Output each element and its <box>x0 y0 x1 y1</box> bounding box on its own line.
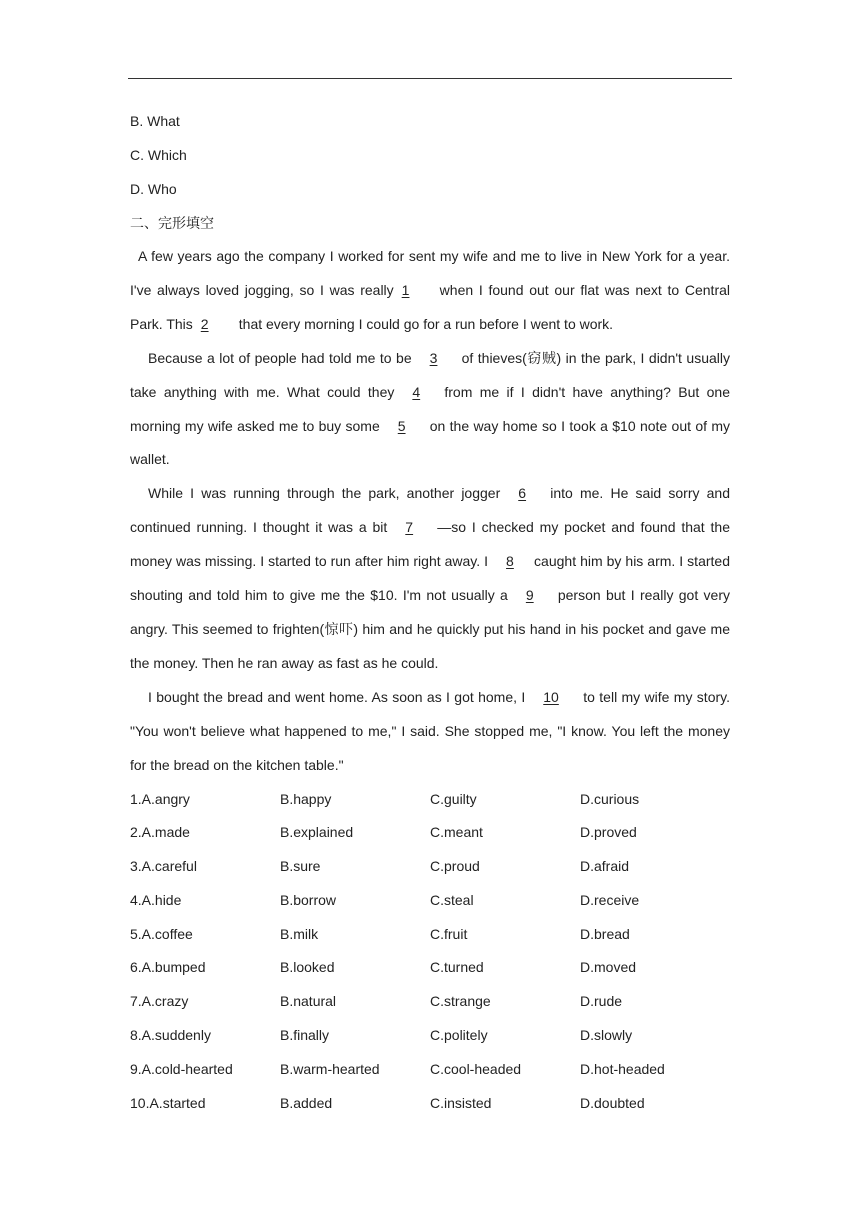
option-row <box>130 783 730 817</box>
option-row <box>130 1019 730 1053</box>
blank-7[interactable]: 7 <box>405 519 414 536</box>
passage-text: A few years ago the company I worked for sent my wife and me to live in New York for a year. I've always loved jogging, so I was really <box>130 248 730 298</box>
option-c-prev: C. Which <box>130 147 187 163</box>
passage-text: from me if I didn't have anything? But one morning my wife asked me to buy some <box>130 383 730 434</box>
option-choice[interactable]: C.insisted <box>430 1094 492 1111</box>
blank-1[interactable]: 1 <box>401 281 410 298</box>
option-choice[interactable]: 9.A.cold-hearted <box>130 1060 233 1077</box>
option-choice[interactable]: D.bread <box>580 925 630 942</box>
option-row <box>130 951 730 985</box>
blank-9[interactable]: 9 <box>525 587 534 604</box>
worksheet-content <box>130 104 730 1120</box>
option-choice[interactable]: 7.A.crazy <box>130 993 189 1010</box>
option-choice[interactable]: C.cool-headed <box>430 1060 522 1077</box>
option-choice[interactable]: B.sure <box>280 858 321 875</box>
passage-text: While I was running through the park, another jogger <box>148 485 501 502</box>
option-choice[interactable]: D.receive <box>580 891 640 908</box>
option-row <box>130 884 730 918</box>
option-choice[interactable]: C.proud <box>430 858 480 875</box>
option-choice[interactable]: B.happy <box>280 790 332 807</box>
blank-4[interactable]: 4 <box>412 383 421 400</box>
option-choice[interactable]: C.strange <box>430 993 491 1010</box>
passage-text: —so I checked my pocket and found that the money was missing. I started to run after him right away. I <box>130 519 730 570</box>
passage-text: to tell my wife my story. "You won't believe what happened to me," I said. She stopped me, "I know. You left the money for the bread on the kitchen table." <box>130 688 730 773</box>
option-choice[interactable]: B.warm-hearted <box>280 1060 380 1077</box>
option-row <box>130 1053 730 1087</box>
passage-text: Because a lot of people had told me to be <box>148 349 412 366</box>
option-choice[interactable]: 1.A.angry <box>130 790 190 807</box>
option-choice[interactable]: D.afraid <box>580 858 630 875</box>
passage-paragraph-1 <box>130 240 730 342</box>
option-row <box>130 816 730 850</box>
option-choice[interactable]: C.steal <box>430 891 474 908</box>
option-choice[interactable]: 4.A.hide <box>130 891 182 908</box>
option-choice[interactable]: B.finally <box>280 1027 330 1044</box>
option-choice[interactable]: C.politely <box>430 1027 488 1044</box>
blank-2[interactable]: 2 <box>200 315 209 332</box>
option-choice[interactable]: D.doubted <box>580 1094 645 1111</box>
option-choice[interactable]: C.meant <box>430 824 483 841</box>
option-choice[interactable]: B.added <box>280 1094 333 1111</box>
option-choice[interactable]: C.turned <box>430 959 484 976</box>
option-choice[interactable]: D.moved <box>580 959 637 976</box>
option-row <box>130 985 730 1019</box>
option-choice[interactable]: D.curious <box>580 790 640 807</box>
blank-10[interactable]: 10 <box>543 688 559 705</box>
option-row <box>130 918 730 952</box>
option-choice[interactable]: B.looked <box>280 959 335 976</box>
option-choice[interactable]: B.borrow <box>280 891 337 908</box>
option-row <box>130 1087 730 1121</box>
passage-text: caught him by his arm. I started shouting and told him to give me the $10. I'm not usually a <box>130 553 730 604</box>
blank-5[interactable]: 5 <box>397 417 406 434</box>
option-choice[interactable]: D.hot-headed <box>580 1060 665 1077</box>
option-choice[interactable]: B.natural <box>280 993 337 1010</box>
passage-text: of thieves(窃贼) in the park, I didn't usually take anything with me. What could they <box>130 349 730 400</box>
section-title: 二、完形填空 <box>130 215 214 231</box>
option-choice[interactable]: D.slowly <box>580 1027 633 1044</box>
blank-8[interactable]: 8 <box>506 553 514 570</box>
blank-6[interactable]: 6 <box>518 485 527 502</box>
option-choice[interactable]: D.rude <box>580 993 623 1010</box>
option-choice[interactable]: 10.A.started <box>130 1094 206 1111</box>
option-choice[interactable]: B.explained <box>280 824 354 841</box>
header-rule <box>128 78 732 79</box>
option-choice[interactable]: B.milk <box>280 925 319 942</box>
option-choice[interactable]: 5.A.coffee <box>130 925 193 942</box>
option-row <box>130 850 730 884</box>
blank-3[interactable]: 3 <box>429 349 438 366</box>
option-choice[interactable]: C.fruit <box>430 925 468 942</box>
passage-paragraph-3 <box>130 477 730 680</box>
passage-text: on the way home so I took a $10 note out of my wallet. <box>130 417 730 468</box>
option-choice[interactable]: 2.A.made <box>130 824 190 841</box>
passage-text: I bought the bread and went home. As soon as I got home, I <box>148 688 526 705</box>
passage-text: person but I really got very angry. This seemed to frighten(惊吓) him and he quickly put his hand in his pocket and gave me the money. Then he ran away as fast as he could. <box>130 587 730 671</box>
passage-text: into me. He said sorry and continued running. I thought it was a bit <box>130 485 731 536</box>
option-choice[interactable]: D.proved <box>580 824 637 841</box>
option-choice[interactable]: 6.A.bumped <box>130 959 206 976</box>
passage-paragraph-2 <box>130 342 730 478</box>
passage-text: when I found out our flat was next to Central Park. This <box>130 281 731 332</box>
option-choice[interactable]: C.guilty <box>430 790 477 807</box>
option-choice[interactable]: 3.A.careful <box>130 858 197 875</box>
option-d-prev: D. Who <box>130 181 177 197</box>
passage-paragraph-4 <box>130 681 730 783</box>
passage-text: that every morning I could go for a run before I went to work. <box>238 315 614 332</box>
option-b-prev: B. What <box>130 113 180 129</box>
option-choice[interactable]: 8.A.suddenly <box>130 1027 211 1044</box>
answer-options <box>130 783 730 1121</box>
